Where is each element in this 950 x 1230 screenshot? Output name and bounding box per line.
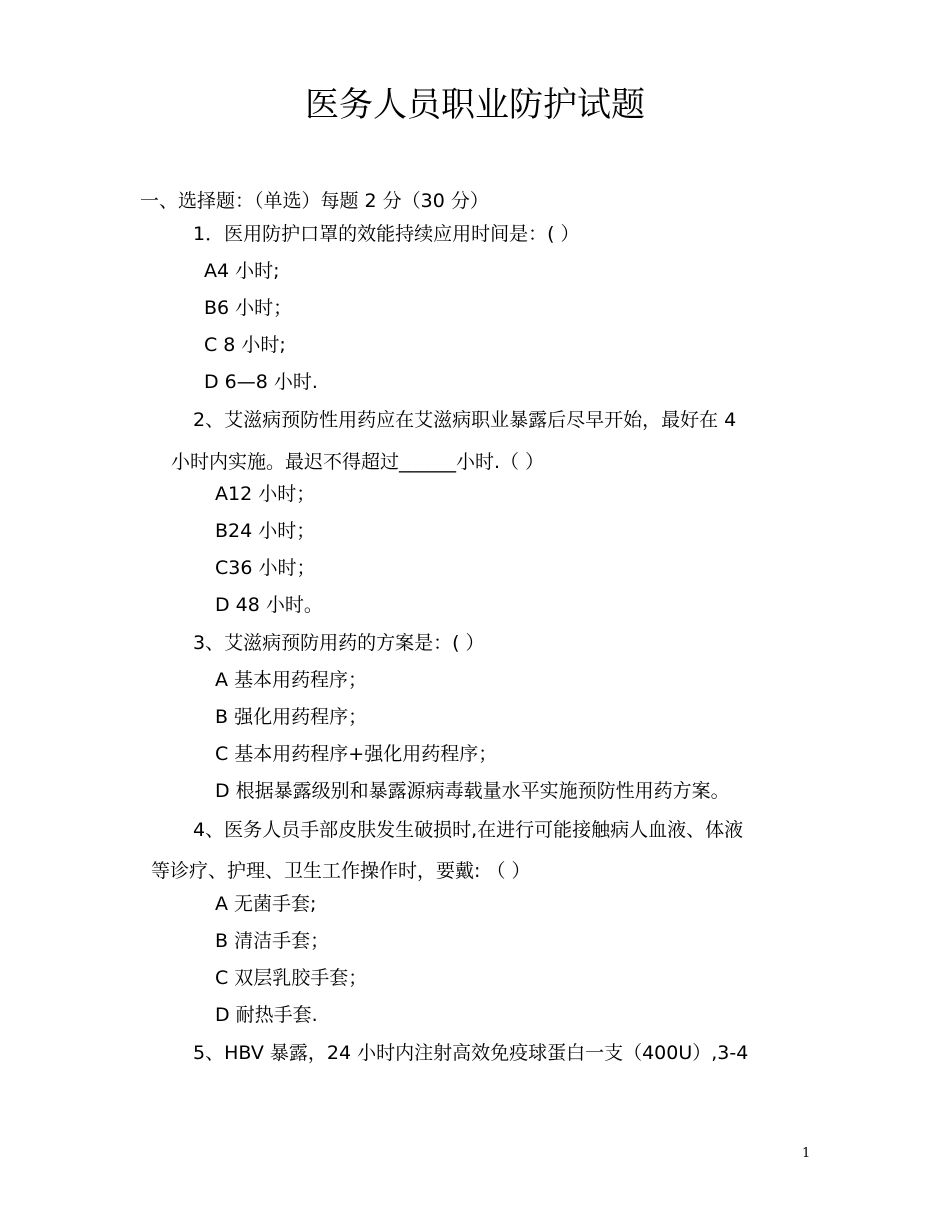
question-3-option-a: A 基本用药程序； (215, 669, 368, 691)
question-3-option-c: C 基本用药程序+强化用药程序； (215, 743, 498, 765)
question-5-stem: 5、HBV 暴露，24 小时内注射高效免疫球蛋白一支（400U）,3-4 (193, 1042, 749, 1064)
document-title: 医务人员职业防护试题 (305, 85, 645, 125)
question-1-option-a: A4 小时; (204, 260, 280, 282)
question-4-option-b: B 清洁手套； (215, 930, 330, 952)
question-2-option-d: D 48 小时。 (215, 594, 323, 616)
question-2-stem-line-1: 2、艾滋病预防性用药应在艾滋病职业暴露后尽早开始，最好在 4 (193, 409, 737, 431)
question-4-stem-line-2: 等诊疗、护理、卫生工作操作时，要戴: （ ） (151, 860, 531, 882)
page-number: 1 (802, 1146, 811, 1161)
question-4-option-c: C 双层乳胶手套； (215, 967, 368, 989)
section-heading: 一、选择题：（单选）每题 2 分（30 分） (140, 190, 489, 212)
question-2-option-c: C36 小时； (215, 557, 316, 579)
question-1-option-c: C 8 小时; (204, 334, 286, 356)
question-1-stem: 1．医用防护口罩的效能持续应用时间是：( ） (193, 223, 580, 245)
question-3-stem: 3、艾滋病预防用药的方案是：( ） (193, 632, 485, 654)
question-4-option-d: D 耐热手套. (215, 1004, 318, 1026)
question-4-option-a: A 无菌手套; (215, 893, 317, 915)
question-2-stem-line-2: 小时内实施。最迟不得超过______小时.（ ） (171, 451, 545, 473)
question-2-option-b: B24 小时； (215, 520, 316, 542)
question-2-option-a: A12 小时； (215, 483, 316, 505)
question-3-option-d: D 根据暴露级别和暴露源病毒载量水平实施预防性用药方案。 (215, 780, 730, 802)
question-1-option-b: B6 小时； (204, 297, 293, 319)
question-4-stem-line-1: 4、医务人员手部皮肤发生破损时,在进行可能接触病人血液、体液 (193, 819, 744, 841)
question-1-option-d: D 6—8 小时. (204, 371, 318, 393)
question-3-option-b: B 强化用药程序； (215, 706, 368, 728)
